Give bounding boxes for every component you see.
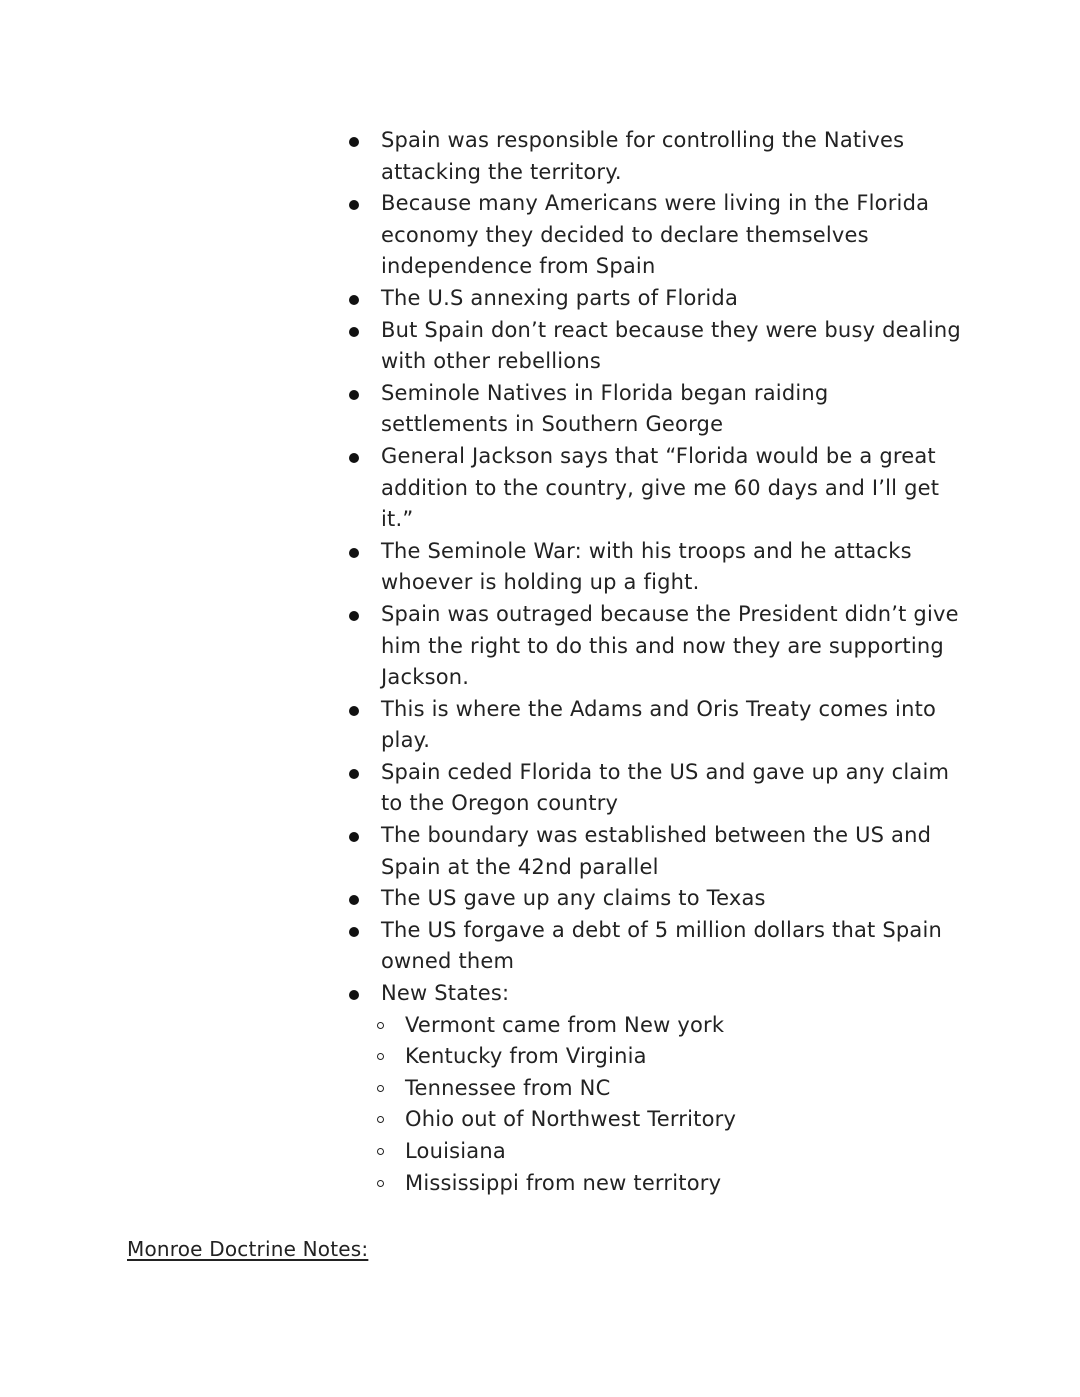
list-item-text: Spain was responsible for controlling the Natives attacking the territory.: [381, 128, 905, 184]
list-item: [342, 694, 962, 757]
list-item-text: This is where the Adams and Oris Treaty comes into play.: [381, 696, 937, 753]
sub-list-item: [381, 1073, 962, 1105]
list-item-text: The US forgave a debt of 5 million dollars that Spain owned them: [381, 917, 943, 974]
list-item: [342, 599, 962, 694]
list-item-text: But Spain don’t react because they were busy dealing with other rebellions: [381, 317, 961, 374]
notes-list: [342, 125, 962, 1199]
list-item: [342, 820, 962, 883]
bullet-icon: [349, 895, 359, 905]
list-item-text: The U.S annexing parts of Florida: [381, 285, 739, 310]
sub-list-item: [381, 1136, 962, 1168]
sub-list-item-text: Tennessee from NC: [405, 1075, 611, 1100]
list-item: [342, 441, 962, 536]
bullet-icon: [349, 927, 359, 937]
sub-list-item-text: Ohio out of Northwest Territory: [405, 1107, 737, 1132]
list-item: [342, 283, 962, 315]
sub-list-item-text: Kentucky from Virginia: [405, 1044, 647, 1069]
new-states-list: [381, 1010, 962, 1200]
list-item: [342, 125, 962, 188]
list-item-text: The Seminole War: with his troops and he attacks whoever is holding up a fight.: [381, 538, 912, 595]
bullet-icon: [349, 548, 359, 558]
bullet-icon: [349, 990, 359, 1000]
list-item-text: New States:: [381, 981, 510, 1006]
hollow-bullet-icon: [377, 1116, 384, 1123]
list-item: [342, 315, 962, 378]
sub-list-item: [381, 1010, 962, 1042]
sub-list-item: [381, 1104, 962, 1136]
list-item: [342, 757, 962, 820]
list-item: [342, 378, 962, 441]
section-heading: Monroe Doctrine Notes:: [127, 1237, 369, 1261]
bullet-icon: [349, 390, 359, 400]
list-item: [342, 536, 962, 599]
list-item: [342, 188, 962, 283]
hollow-bullet-icon: [377, 1148, 384, 1155]
list-item-text: The US gave up any claims to Texas: [381, 886, 766, 911]
sub-list-item-text: Mississippi from new territory: [405, 1170, 722, 1195]
list-item: [342, 883, 962, 915]
list-item-text: General Jackson says that “Florida would be a great addition to the country, give me 60 days and I’ll get it.”: [381, 443, 940, 532]
bullet-icon: [349, 327, 359, 337]
bullet-icon: [349, 769, 359, 779]
bullet-icon: [349, 832, 359, 842]
list-item: [342, 915, 962, 978]
list-item-text: Because many Americans were living in the Florida economy they decided to declare themselves independence from Spain: [381, 191, 930, 279]
bullet-icon: [349, 611, 359, 621]
hollow-bullet-icon: [377, 1022, 384, 1029]
sub-list-item-text: Louisiana: [405, 1139, 506, 1163]
list-item-text: Seminole Natives in Florida began raiding settlements in Southern George: [381, 380, 829, 437]
sub-list-item: [381, 1168, 962, 1200]
hollow-bullet-icon: [377, 1053, 384, 1060]
bullet-icon: [349, 200, 359, 210]
hollow-bullet-icon: [377, 1180, 384, 1187]
list-item-text: The boundary was established between the US and Spain at the 42nd parallel: [381, 823, 932, 879]
sub-list-item: [381, 1041, 962, 1073]
bullet-icon: [349, 706, 359, 716]
list-item-text: Spain ceded Florida to the US and gave up any claim to the Oregon country: [381, 759, 950, 816]
bullet-icon: [349, 295, 359, 305]
bullet-icon: [349, 453, 359, 463]
sub-list-item-text: Vermont came from New york: [405, 1012, 725, 1037]
hollow-bullet-icon: [377, 1085, 384, 1092]
list-item-new-states: [342, 978, 962, 1199]
bullet-icon: [349, 137, 359, 147]
list-item-text: Spain was outraged because the President didn’t give him the right to do this and now they are supporting Jackson.: [381, 601, 959, 690]
